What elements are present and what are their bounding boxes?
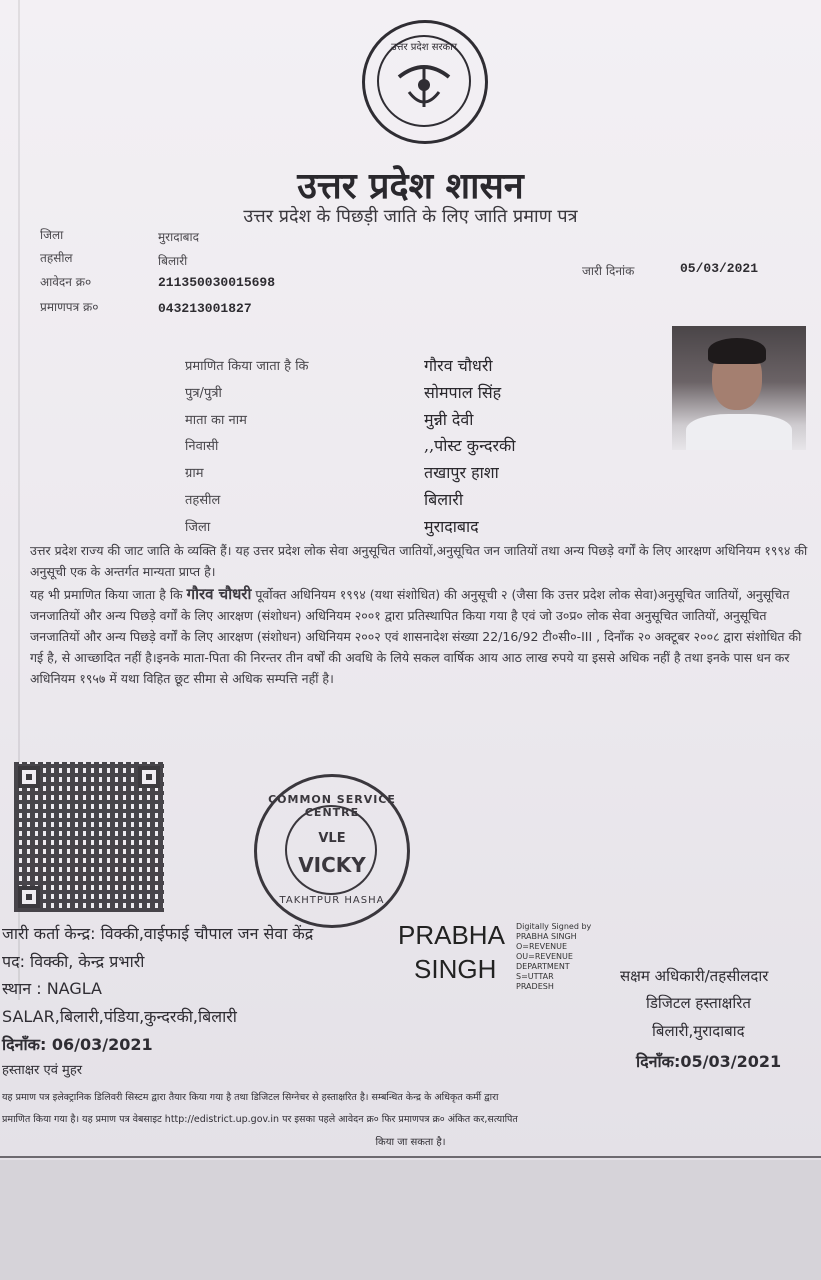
digital-signature-block bbox=[516, 922, 616, 992]
stamp-inner-ring bbox=[285, 805, 377, 895]
stamp-vle: VLE bbox=[318, 831, 346, 846]
para2-name: गौरव चौधरी bbox=[186, 585, 252, 603]
certificate-label: प्रमाणपत्र क्र० bbox=[40, 300, 99, 314]
detail-label-certified: प्रमाणित किया जाता है कि bbox=[185, 359, 309, 374]
background-surface bbox=[0, 1160, 821, 1280]
emblem-text: उत्तर प्रदेश सरकार bbox=[391, 42, 457, 53]
digital-sig-line6: S=UTTAR bbox=[516, 972, 554, 981]
signer-name-line2: SINGH bbox=[414, 954, 497, 984]
detail-value-name: गौरव चौधरी bbox=[424, 356, 493, 375]
applicant-photo bbox=[672, 326, 806, 450]
issue-date-label: जारी दिनांक bbox=[582, 264, 635, 278]
detail-value-father: सोमपाल सिंह bbox=[424, 383, 502, 402]
authority-place: बिलारी,मुरादाबाद bbox=[652, 1022, 745, 1040]
detail-value-resident: ,,पोस्ट कुन्दरकी bbox=[424, 436, 516, 455]
stamp-name: VICKY bbox=[298, 853, 366, 877]
qr-code bbox=[14, 762, 164, 912]
issuer-place-label: स्थान : NAGLA bbox=[2, 979, 102, 998]
footer-line-3: किया जा सकता है। bbox=[375, 1137, 446, 1148]
district-value: मुरादाबाद bbox=[158, 230, 200, 244]
body-paragraph-1: उत्तर प्रदेश राज्य की जाट जाति के व्यक्ति हैं। यह उत्तर प्रदेश लोक सेवा अनुसूचित जातियों,अनुसूचित जन जातियों तथा अन्य पिछड़े वर्गों के लिए आरक्षण अधिनियम १९९४ की अनुसूची एक के अन्तर्गत मान्यता प्राप्त है। bbox=[30, 543, 808, 579]
page-title: उत्तर प्रदेश शासन bbox=[297, 165, 524, 207]
detail-label-tehsil: तहसील bbox=[185, 493, 221, 508]
qr-finder-bottom-left bbox=[18, 886, 40, 908]
digital-sig-line7: PRADESH bbox=[516, 982, 554, 991]
tehsil-value: बिलारी bbox=[158, 254, 188, 268]
photo-hair bbox=[708, 338, 766, 364]
qr-finder-top-left bbox=[18, 766, 40, 788]
authority-sign-label: डिजिटल हस्ताक्षरित bbox=[646, 994, 751, 1012]
issuer-place-value: SALAR,बिलारी,पंडिया,कुन्दरकी,बिलारी bbox=[2, 1007, 237, 1026]
digital-sig-line5: DEPARTMENT bbox=[516, 962, 570, 971]
issue-date-value: 05/03/2021 bbox=[680, 261, 759, 276]
qr-finder-top-right bbox=[138, 766, 160, 788]
authority-title: सक्षम अधिकारी/तहसीलदार bbox=[620, 967, 769, 985]
csc-stamp bbox=[254, 774, 410, 928]
footer-line-2: प्रमाणित किया गया है। यह प्रमाण पत्र वेबसाइट http://edistrict.up.gov.in पर इसका पहले आवेदन क्र० फिर प्रमाणपत्र क्र० अंकित कर,सत्यापित bbox=[2, 1114, 518, 1125]
footer-line-1: यह प्रमाण पत्र इलेक्ट्रानिक डिलिवरी सिस्टम द्वारा तैयार किया गया है तथा डिजिटल सिग्नेचर से हस्ताक्षरित है। सम्बन्धित केन्द्र के अधिकृत कर्मी द्वारा bbox=[2, 1092, 499, 1103]
issuer-center: जारी कर्ता केन्द्र: विक्की,वाईफाई चौपाल जन सेवा केंद्र bbox=[2, 924, 314, 943]
application-label: आवेदन क्र० bbox=[40, 275, 92, 289]
detail-label-district: जिला bbox=[185, 520, 211, 535]
tehsil-label: तहसील bbox=[40, 251, 73, 265]
detail-label-parent: पुत्र/पुत्री bbox=[185, 386, 222, 401]
detail-value-tehsil: बिलारी bbox=[424, 490, 463, 509]
digital-sig-line2: PRABHA SINGH bbox=[516, 932, 577, 941]
digital-sig-line4: OU=REVENUE bbox=[516, 952, 573, 961]
detail-label-resident: निवासी bbox=[185, 439, 219, 454]
para2-prefix: यह भी प्रमाणित किया जाता है कि bbox=[30, 587, 183, 602]
signer-name-line1: PRABHA bbox=[398, 920, 505, 950]
detail-value-mother: मुन्नी देवी bbox=[424, 410, 474, 429]
body-paragraph-2 bbox=[30, 584, 810, 689]
stamp-top-text: COMMON SERVICE CENTRE bbox=[268, 793, 396, 819]
issuer-seal-label: हस्ताक्षर एवं मुहर bbox=[2, 1063, 83, 1078]
stamp-bottom-text: TAKHTPUR HASHA bbox=[279, 895, 385, 906]
authority-date: दिनाँक:05/03/2021 bbox=[636, 1052, 782, 1071]
detail-value-village: तखापुर हाशा bbox=[424, 463, 499, 482]
detail-label-village: ग्राम bbox=[185, 466, 204, 481]
certificate-number: 043213001827 bbox=[158, 301, 252, 316]
issuer-date: दिनाँक: 06/03/2021 bbox=[2, 1035, 153, 1054]
page-bottom-edge bbox=[0, 1156, 821, 1158]
page-subtitle: उत्तर प्रदेश के पिछड़ी जाति के लिए जाति प्रमाण पत्र bbox=[243, 206, 578, 227]
photo-shirt bbox=[686, 414, 792, 450]
district-label: जिला bbox=[40, 228, 64, 242]
issuer-post: पद: विक्की, केन्द्र प्रभारी bbox=[2, 952, 145, 971]
digital-sig-line1: Digitally Signed by bbox=[516, 922, 592, 931]
para2-rest: पूर्वोक्त अधिनियम १९९४ (यथा संशोधित) की अनुसूची २ (जैसा कि उत्तर प्रदेश लोक सेवा)अनुसूचित जातियों, अनुसूचित जनजातियों और अन्य पिछड़े वर्गों के लिए आरक्षण (संशोधन) अधिनियम २००१ द्वारा प्रतिस्थापित किया गया है एवं जो उ०प्र० लोक सेवा अनुसूचित जातियों, अनुसूचित जनजातियों और अन्य पिछड़े वर्गों के लिए आरक्षण (संशोधन) अधिनियम २००२ एवं शासनादेश संख्या 22/16/92 टी०सी०-III , दिनाँक २० अक्टूबर २००८ द्वारा संशोधित की गई है, से आच्छादित नहीं है।इनके माता-पिता की निरन्तर तीन वर्षों की अवधि के लिये सकल वार्षिक आय आठ लाख रुपये या इससे अधिक नहीं है तथा इनके पास धन कर अधिनियम १९५७ में यथा विहित छूट सीमा से अधिक सम्पत्ति नहीं है। bbox=[30, 587, 802, 686]
detail-label-mother: माता का नाम bbox=[185, 413, 247, 428]
detail-value-district: मुरादाबाद bbox=[424, 517, 479, 536]
emblem-inner-ring bbox=[377, 35, 471, 127]
up-emblem-icon bbox=[362, 20, 488, 144]
digital-sig-line3: O=REVENUE bbox=[516, 942, 568, 951]
application-number: 211350030015698 bbox=[158, 275, 276, 290]
